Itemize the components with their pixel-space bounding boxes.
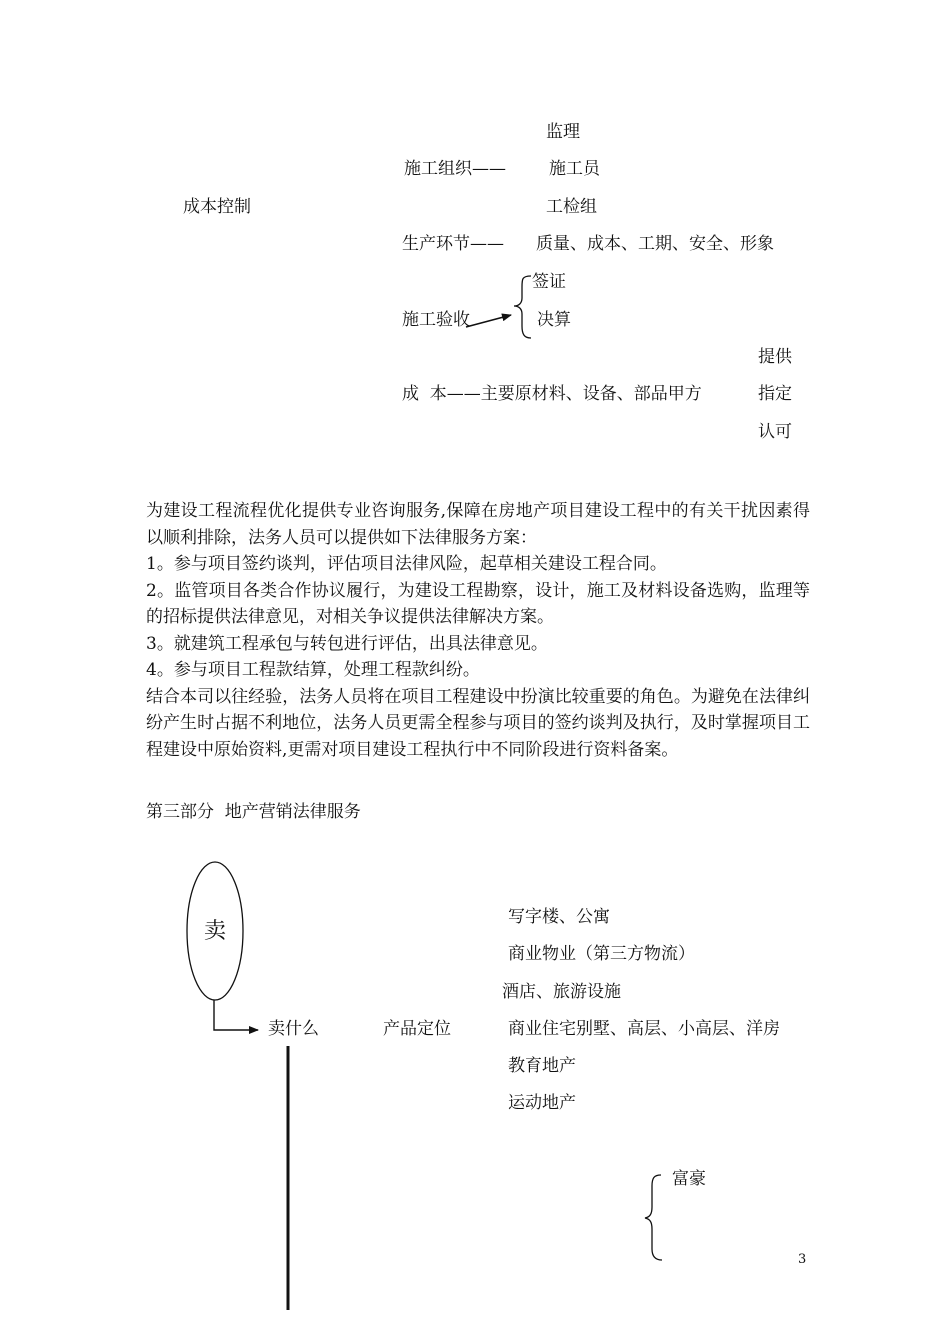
product-item: 教育地产 (508, 1056, 576, 1076)
node-root-cost-control: 成本控制 (183, 197, 251, 217)
node-fuhao: 富豪 (672, 1169, 706, 1189)
product-item: 写字楼、公寓 (508, 907, 610, 927)
page-number: 3 (798, 1252, 807, 1267)
node-schj: 生产环节—— (402, 234, 504, 254)
node-sgys: 施工验收 (402, 310, 470, 330)
node-chanpin: 产品定位 (383, 1019, 451, 1039)
node-jianli: 监理 (546, 122, 580, 142)
arrow-line (466, 315, 511, 327)
paragraph-line: 1。参与项目签约谈判，评估项目法律风险，起草相关建设工程合同。 (146, 554, 667, 574)
paragraph-line: 3。就建筑工程承包与转包进行评估，出具法律意见。 (146, 633, 548, 654)
node-juesuan: 决算 (537, 310, 571, 330)
node-gjz: 工检组 (546, 197, 597, 217)
node-chengben: 成 本——主要原材料、设备、部品甲方 (402, 384, 702, 404)
brace-shape (514, 276, 531, 338)
paragraph-line: 结合本司以往经验，法务人员将在项目工程建设中扮演比较重要的角色。为避免在法律纠纷产生时占据不利地位，法务人员更需全程参与项目的签约谈判及执行，及时掌握项目工程建设中原始资料,更需对项目建设工程执行中不同阶段进行资料备案。 (146, 686, 810, 760)
paragraph-line: 4。参与项目工程款结算，处理工程款纠纷。 (146, 660, 480, 680)
paragraph-line: 为建设工程流程优化提供专业咨询服务,保障在房地产项目建设工程中的有关干扰因素得以顺利排除，法务人员可以提供如下法律服务方案： (146, 501, 810, 548)
node-sgzz: 施工组织—— (404, 159, 506, 179)
product-item: 运动地产 (508, 1093, 576, 1113)
product-item: 商业住宅别墅、高层、小高层、洋房 (508, 1019, 780, 1039)
node-maishenme: 卖什么 (268, 1019, 319, 1039)
section-title: 第三部分 地产营销法律服务 (146, 802, 361, 822)
node-mai: 卖 (204, 919, 227, 944)
body-paragraph (146, 498, 810, 763)
node-zhiding: 指定 (758, 384, 792, 404)
node-tigong: 提供 (758, 347, 792, 367)
connector-path (214, 1000, 258, 1030)
product-item: 酒店、旅游设施 (502, 982, 621, 1002)
node-sgy: 施工员 (549, 159, 600, 179)
node-renke: 认可 (758, 422, 792, 442)
paragraph-line: 2。监管项目各类合作协议履行，为建设工程勘察，设计，施工及材料设备选购，监理等的招标提供法律意见，对相关争议提供法律解决方案。 (146, 580, 810, 627)
node-schj-items: 质量、成本、工期、安全、形象 (536, 234, 774, 254)
brace-shape (645, 1175, 662, 1260)
node-qianzheng: 签证 (532, 272, 566, 292)
product-item: 商业物业（第三方物流） (508, 944, 695, 964)
